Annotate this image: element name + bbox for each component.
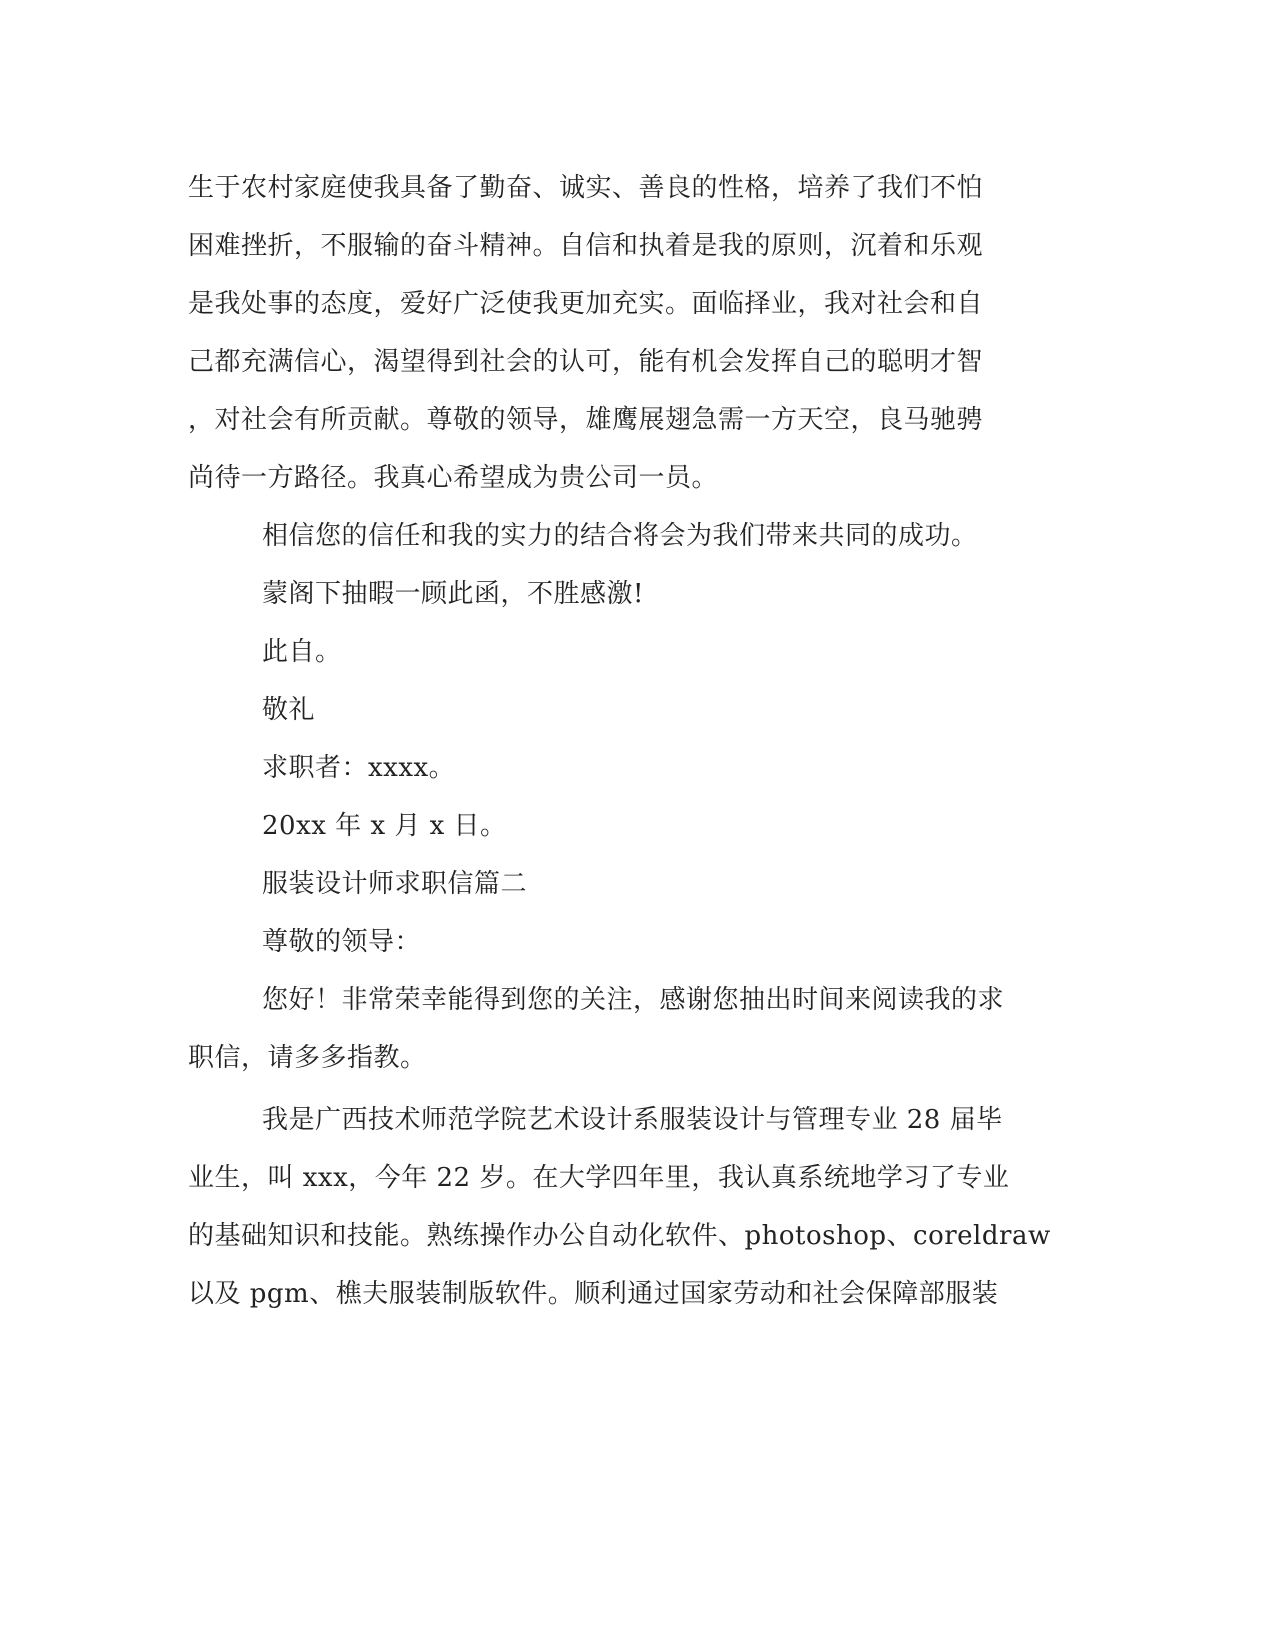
greeting-line: 尊敬的领导： bbox=[262, 927, 422, 957]
paragraph-line: 生于农村家庭使我具备了勤奋、诚实、善良的性格，培养了我们不怕 bbox=[188, 173, 984, 203]
paragraph-line: 蒙阁下抽暇一顾此函，不胜感激! bbox=[262, 579, 644, 609]
paragraph-line: 尚待一方路径。我真心希望成为贵公司一员。 bbox=[188, 463, 719, 493]
date-line: 20xx 年 x 月 x 日。 bbox=[262, 811, 507, 841]
paragraph-line: 是我处事的态度，爱好广泛使我更加充实。面临择业，我对社会和自 bbox=[188, 289, 984, 319]
paragraph-line: 我是广西技术师范学院艺术设计系服装设计与管理专业 28 届毕 bbox=[262, 1105, 1003, 1135]
paragraph-line: 己都充满信心，渴望得到社会的认可，能有机会发挥自己的聪明才智 bbox=[188, 347, 984, 377]
paragraph-line: 职信，请多多指教。 bbox=[188, 1043, 427, 1073]
paragraph-line: ，对社会有所贡献。尊敬的领导，雄鹰展翅急需一方天空，良马驰骋 bbox=[188, 405, 984, 435]
paragraph-line: 业生，叫 xxx，今年 22 岁。在大学四年里，我认真系统地学习了专业 bbox=[188, 1163, 1010, 1193]
paragraph-line: 您好！非常荣幸能得到您的关注，感谢您抽出时间来阅读我的求 bbox=[262, 985, 1005, 1015]
paragraph-line: 困难挫折，不服输的奋斗精神。自信和执着是我的原则，沉着和乐观 bbox=[188, 231, 984, 261]
section-title: 服装设计师求职信篇二 bbox=[262, 869, 528, 899]
paragraph-line: 相信您的信任和我的实力的结合将会为我们带来共同的成功。 bbox=[262, 521, 978, 551]
closing-line: 此自。 bbox=[262, 637, 342, 667]
salutation-line: 敬礼 bbox=[262, 695, 316, 725]
signature-line: 求职者：xxxx。 bbox=[262, 753, 456, 783]
paragraph-line: 的基础知识和技能。熟练操作办公自动化软件、photoshop、coreldraw bbox=[188, 1221, 1051, 1251]
paragraph-line: 以及 pgm、樵夫服装制版软件。顺利通过国家劳动和社会保障部服装 bbox=[188, 1279, 999, 1309]
